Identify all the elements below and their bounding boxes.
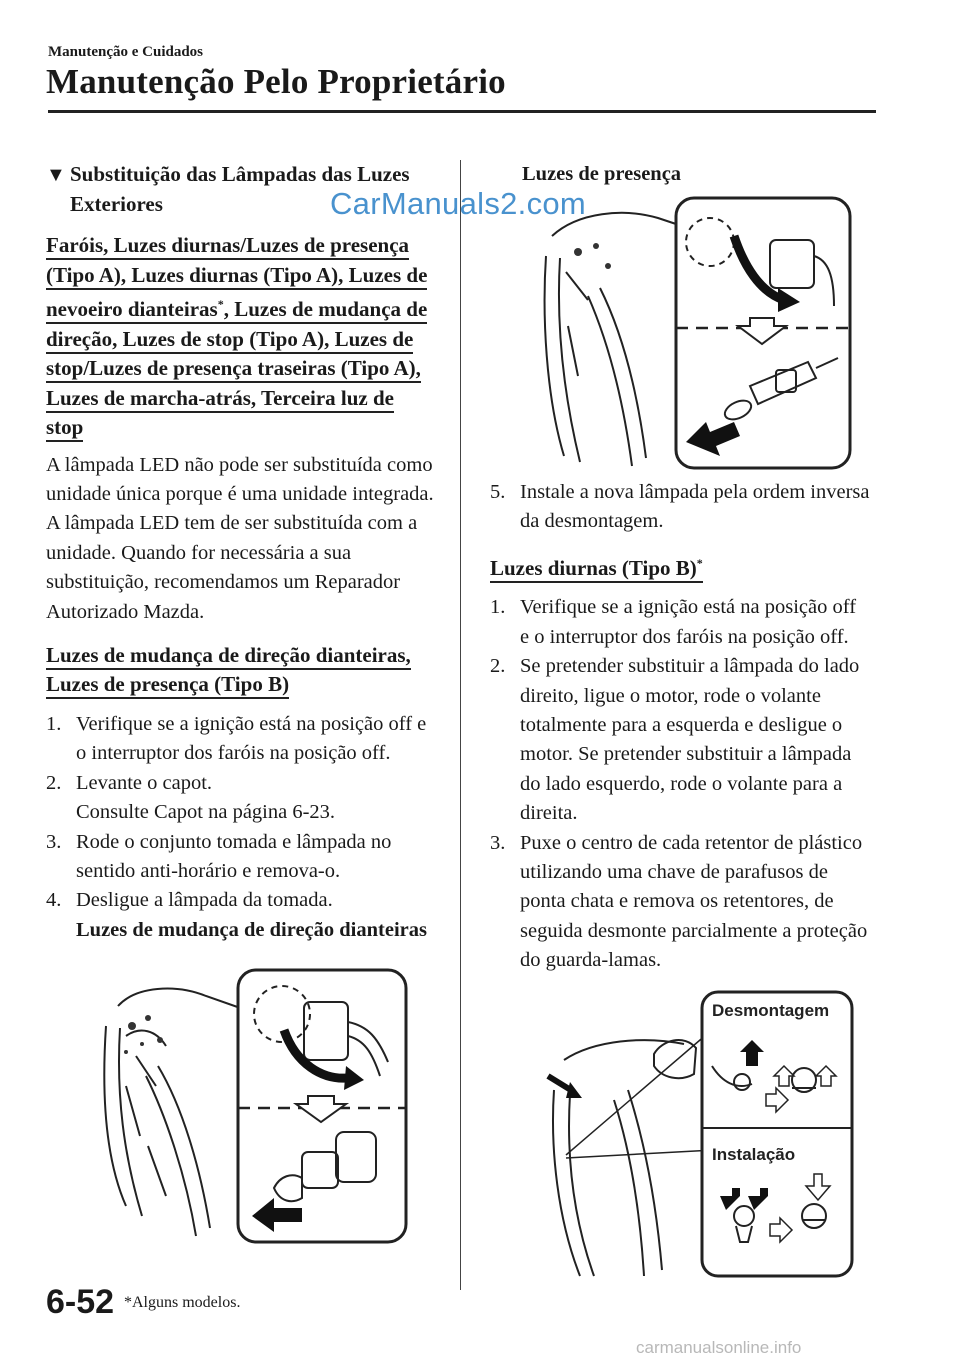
list-item xyxy=(46,828,436,887)
list-item xyxy=(46,710,436,769)
header-rule xyxy=(48,110,876,113)
paragraph-led-1: A lâmpada LED não pode ser substituída como unidade única porque é uma unidade integrada. xyxy=(46,453,434,505)
step-text: Instale a nova lâmpada pela ordem inversa da desmontagem. xyxy=(520,481,870,533)
step-number: 3. xyxy=(490,831,506,854)
installation-label: Instalação xyxy=(712,1145,796,1164)
step-number: 3. xyxy=(46,830,62,853)
triangle-bullet-icon: ▼ xyxy=(46,164,66,186)
paragraph-led-2: A lâmpada LED tem de ser substituída com a unidade. Quando for necessária a sua substituição, recomendamos um Reparador Autorizado Mazda. xyxy=(46,512,418,623)
right-column xyxy=(490,160,870,189)
figure-caption-position-lamp: Luzes de presença xyxy=(522,163,682,185)
subheading-drl-text: Luzes diurnas (Tipo B) xyxy=(490,555,697,580)
step-number: 2. xyxy=(46,771,62,794)
figure-caption-turn-signal: Luzes de mudança de direção dianteiras xyxy=(76,918,427,941)
list-item xyxy=(490,829,870,976)
removal-label: Desmontagem xyxy=(712,1001,830,1020)
fender-retainer-figure xyxy=(544,990,854,1280)
step-text: Se pretender substituir a lâmpada do lado direito, ligue o motor, rode o volante totalmente para a esquerda e desligue o motor. Se pretender substituir a lâmpada do lado esquerdo, rode o volante para a direita. xyxy=(520,655,860,825)
footnote: *Alguns modelos. xyxy=(124,1294,241,1311)
left-column xyxy=(46,160,436,945)
step-text: Desligue a lâmpada da tomada. xyxy=(76,889,333,912)
subheading-bulbs-led xyxy=(46,231,436,443)
position-lamp-figure xyxy=(538,196,852,470)
step-reference: Consulte Capot na página 6-23. xyxy=(76,801,336,824)
list-item xyxy=(46,769,436,828)
step-text: Levante o capot. xyxy=(76,771,213,794)
some-models-marker: * xyxy=(696,555,703,570)
list-item xyxy=(46,886,436,945)
column-divider xyxy=(460,160,461,1290)
list-item xyxy=(490,593,870,652)
section-label: Manutenção e Cuidados xyxy=(48,44,204,60)
turn-signal-bulb-figure xyxy=(96,966,408,1248)
step-text: Rode o conjunto tomada e lâmpada no sentido anti-horário e remova-o. xyxy=(76,830,392,882)
step-number: 4. xyxy=(46,889,62,912)
step-5-list xyxy=(490,478,870,537)
section-heading-text: Substituição das Lâmpadas das Luzes Exteriores xyxy=(70,162,410,216)
page-title: Manutenção Pelo Proprietário xyxy=(46,62,506,101)
right-lower-text xyxy=(490,478,870,976)
list-item xyxy=(490,652,870,828)
step-text: Verifique se a ignição está na posição off e o interruptor dos faróis na posição off. xyxy=(520,596,857,648)
step-number: 1. xyxy=(46,712,62,735)
right-step-list xyxy=(490,593,870,975)
step-number: 1. xyxy=(490,596,506,619)
step-number: 2. xyxy=(490,655,506,678)
step-text: Verifique se a ignição está na posição off e o interruptor dos faróis na posição off. xyxy=(76,712,427,765)
list-item xyxy=(490,478,870,537)
subheading-text-b: , Luzes de mudança de direção, Luzes de stop (Tipo A), Luzes de stop/Luzes de presença traseiras (Tipo A), Luzes de marcha-atrás, Terceira luz de stop xyxy=(46,297,428,439)
left-step-list xyxy=(46,710,436,945)
footer-site-watermark: carmanualsonline.info xyxy=(636,1338,802,1357)
subheading-drl xyxy=(490,549,870,584)
watermark: CarManuals2.com xyxy=(330,186,587,221)
step-text: Puxe o centro de cada retentor de plástico utilizando uma chave de parafusos de ponta chata e remova os retentores, de seguida desmonte parcialmente a proteção do guarda-lamas. xyxy=(520,831,868,972)
subheading-turn-signal-text: Luzes de mudança de direção dianteiras, Luzes de presença (Tipo B) xyxy=(46,643,411,700)
subheading-text-a: Faróis, Luzes diurnas/Luzes de presença (Tipo A), Luzes diurnas (Tipo A), Luzes de nevoeiro dianteiras xyxy=(46,233,428,321)
step-number: 5. xyxy=(490,481,506,503)
page-number: 6-52 xyxy=(46,1283,115,1321)
subheading-turn-signal xyxy=(46,641,436,700)
some-models-marker: * xyxy=(217,297,224,311)
